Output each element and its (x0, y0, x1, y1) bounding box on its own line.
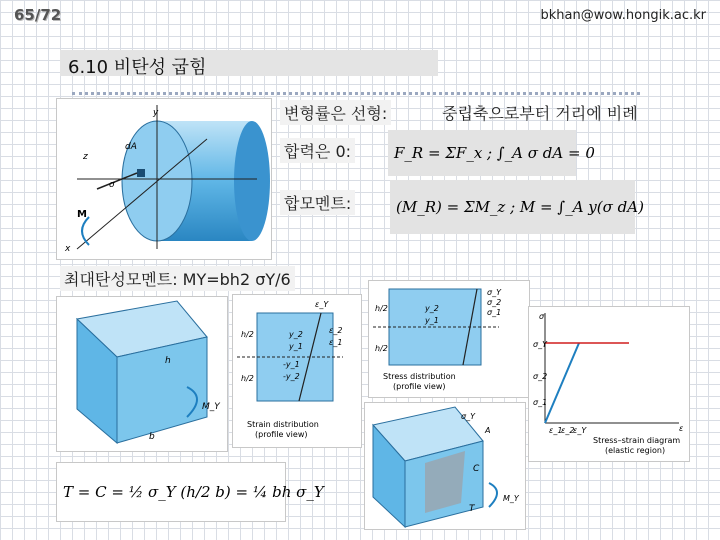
force-zero-label: 합력은 0: (280, 138, 355, 163)
stress-figure (368, 280, 530, 398)
author-email: bkhan@wow.hongik.ac.kr (540, 8, 706, 23)
beam-figure (56, 98, 272, 260)
block-label-h: h (165, 356, 171, 366)
beam-label-sigma: σ (109, 180, 115, 190)
moment-arrow (82, 217, 89, 245)
strain-label-e2: ε_2 (329, 326, 343, 335)
ss-label-ey: ε_Y (573, 426, 587, 435)
beam-label-da: dA (125, 142, 137, 152)
slide-title: 6.10 비탄성 굽힘 (68, 57, 207, 78)
beam-label-m: M (77, 209, 87, 220)
stress-label-y2: y_2 (425, 304, 439, 313)
beam-label-x: x (65, 244, 71, 254)
strain-caption-1: Strain distribution (247, 420, 319, 429)
dotted-divider (72, 92, 640, 95)
isometric-stress-figure (364, 402, 526, 530)
block-figure (56, 296, 228, 452)
ss-label-sigma: σ (539, 312, 545, 321)
strain-label-neg-y2: -y_2 (283, 372, 300, 381)
beam-label-z: z (83, 152, 88, 162)
iso-label-my: M_Y (503, 494, 519, 503)
tc-equation-text: T = C = ½ σ_Y (h/2 b) = ¼ bh σ_Y (63, 483, 324, 501)
ss-caption-2: (elastic region) (605, 446, 666, 455)
stress-strain-figure (528, 306, 690, 462)
force-equation-svg (388, 130, 595, 176)
block-drawing (57, 297, 227, 451)
stress-label-sy: σ_Y (487, 288, 501, 297)
ss-label-s1: σ_1 (533, 398, 548, 407)
iso-label-a: A (485, 426, 491, 435)
moment-equation (390, 180, 644, 234)
block-label-b: b (149, 432, 155, 442)
iso-label-sy: σ_Y (461, 412, 475, 421)
da-element (137, 169, 145, 177)
stress-label-y1: y_1 (425, 316, 439, 325)
max-elastic-moment: 최대탄성모멘트: MY=bh2 σY/6 (60, 266, 295, 291)
force-equation (388, 130, 595, 176)
stress-label-h2-top: h/2 (375, 304, 388, 313)
ss-label-e2: ε_2 (561, 426, 575, 435)
stress-label-s1: σ_1 (487, 308, 502, 317)
stress-drawing (369, 281, 529, 397)
stress-label-h2-bot: h/2 (375, 344, 388, 353)
strain-label-ey: ε_Y (315, 300, 329, 309)
stress-caption-1: Stress distribution (383, 372, 456, 381)
moment-label: 합모멘트: (280, 190, 355, 215)
stress-label-s2: σ_2 (487, 298, 502, 307)
strain-linear-value: 중립축으로부터 거리에 비례 (442, 104, 638, 123)
iso-label-c: C (473, 464, 480, 474)
block-label-my: M_Y (202, 402, 220, 412)
moment-equation-svg (390, 180, 644, 234)
strain-caption-2: (profile view) (255, 430, 308, 439)
iso-label-t: T (469, 504, 475, 514)
page-number: 65/72 (14, 6, 62, 24)
isometric-stress-drawing (365, 403, 525, 529)
strain-drawing (233, 295, 361, 447)
ss-label-sy: σ_Y (533, 340, 547, 349)
strain-label-y2: y_2 (289, 330, 303, 339)
moment-equation-text: (M_R) = ΣM_z ; M = ∫_A y(σ dA) (396, 198, 644, 216)
stress-strain-drawing (529, 307, 689, 461)
iso-moment-arrow (489, 483, 497, 507)
strain-label-h2-top: h/2 (241, 330, 254, 339)
ss-label-e: ε (679, 424, 684, 433)
tc-equation (56, 462, 324, 522)
ss-label-e1: ε_1 (549, 426, 563, 435)
strain-label-y1: y_1 (289, 342, 303, 351)
beam-end (234, 121, 270, 241)
stress-caption-2: (profile view) (393, 382, 446, 391)
force-equation-text: F_R = ΣF_x ; ∫_A σ dA = 0 (394, 144, 595, 162)
ss-label-s2: σ_2 (533, 372, 548, 381)
strain-label-e1: ε_1 (329, 338, 343, 347)
strain-figure (232, 294, 362, 448)
ss-elastic-line (545, 343, 579, 423)
strain-linear-label: 변형률은 선형: (280, 100, 391, 125)
beam-drawing (57, 99, 271, 259)
beam-label-y: y (153, 108, 159, 118)
tc-equation-svg (57, 463, 324, 521)
strain-label-h2-bot: h/2 (241, 374, 254, 383)
ss-caption-1: Stress–strain diagram (593, 436, 681, 445)
strain-label-neg-y1: -y_1 (283, 360, 300, 369)
